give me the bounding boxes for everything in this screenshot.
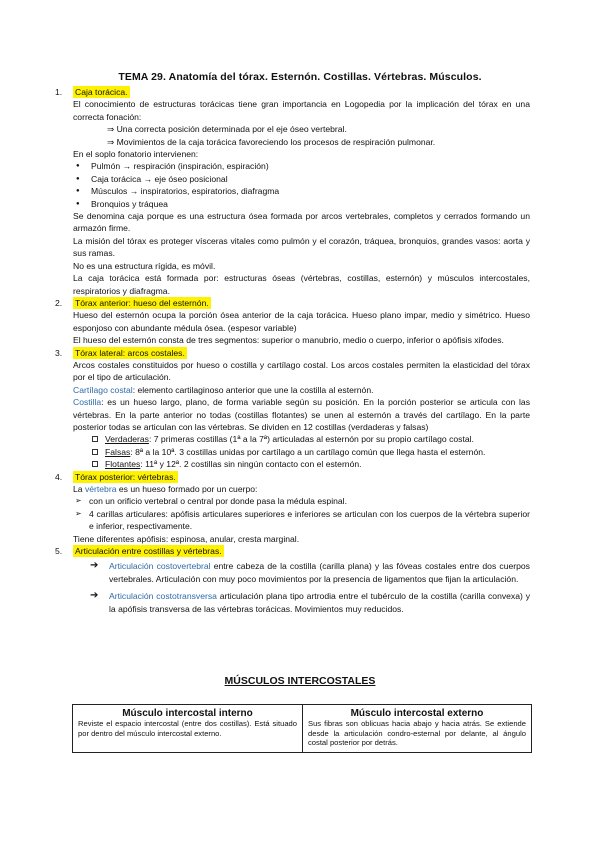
term-costilla: Costilla bbox=[73, 397, 102, 408]
document-body bbox=[55, 86, 530, 615]
definition: : 7 primeras costillas (1ª a la 7ª) articuladas al esternón por su propio cartílago costal. bbox=[148, 434, 474, 445]
section-title: Tórax anterior: hueso del esternón. bbox=[75, 297, 209, 308]
column-heading: Músculo intercostal interno bbox=[122, 708, 253, 719]
table-column-externo bbox=[302, 705, 531, 752]
arrowhead-icon: ➢ bbox=[75, 496, 82, 506]
paragraph: Hueso del esternón ocupa la porción ósea anterior de la caja torácica. Hueso plano impar, medio y simétrico. Hueso esponjoso con abundante médula ósea. (espesor variable) bbox=[73, 310, 530, 333]
paragraph-cartilago bbox=[55, 384, 530, 396]
paragraph: Se denomina caja porque es una estructura ósea formada por arcos vertebrales, completos y cerrados formando un armazón firme. bbox=[73, 211, 530, 234]
checkbox-square-icon bbox=[92, 449, 98, 455]
bullet-item: ● Músculos → inspiratorios, espiratorios, diafragma bbox=[55, 185, 530, 197]
term-flotantes: Flotantes bbox=[105, 459, 141, 470]
definition: : 11ª y 12ª. 2 costillas sin ningún contacto con el esternón. bbox=[140, 459, 362, 470]
text: es un hueso formado por un cuerpo: bbox=[116, 484, 258, 494]
text: La bbox=[73, 484, 85, 494]
paragraph: Tiene diferentes apófisis: espinosa, anular, cresta marginal. bbox=[73, 533, 300, 544]
text: 4 carillas articulares: apófisis articulares superiores e inferiores se articulan con los cuerpos de la vértebra superior e inferior, respectivamente. bbox=[89, 508, 530, 532]
list-item-falsas bbox=[55, 446, 530, 458]
document-title: TEMA 29. Anatomía del tórax. Esternón. Costillas. Vértebras. Músculos. bbox=[118, 71, 482, 83]
term-falsas: Falsas bbox=[105, 446, 131, 457]
section-title: Articulación entre costillas y vértebras. bbox=[75, 546, 222, 557]
arrowhead-icon: ➢ bbox=[75, 508, 82, 518]
arrow-item bbox=[55, 508, 530, 533]
text: con un orificio vertebral o central por donde pasa la médula espinal. bbox=[89, 496, 347, 507]
paragraph: El hueso del esternón consta de tres segmentos: superior o manubrio, medio o cuerpo, inferior o apófisis xifodes. bbox=[73, 335, 504, 346]
muscles-table bbox=[72, 704, 532, 753]
arrow-right-icon: ➔ bbox=[90, 560, 99, 572]
section-title: Tórax lateral: arcos costales. bbox=[75, 347, 185, 358]
definition: articulación plana tipo artrodia entre el tubérculo de la costilla (carilla convexa) y la apófisis transversa de las vértebras torácicas. Movimientos muy reducidos. bbox=[109, 591, 531, 614]
paragraph: En el soplo fonatorio intervienen: bbox=[73, 149, 199, 160]
column-text: Sus fibras son oblicuas hacia abajo y hacia atrás. Se extiende desde la articulación condro-esternal por delante, al ángulo costal posterior por detrás. bbox=[308, 719, 526, 748]
definition: : es un hueso largo, plano, de forma variable según su posición. En la porción posterior se articula con las vértebras. En la parte anterior no todas (costillas flotantes) se unen al esternón a través del cartílago. En la parte posterior todas se articulan con las vértebras. Se dividen en 12 costillas (verdaderas y falsas) bbox=[73, 397, 530, 432]
arrow-item: ⇒ Una correcta posición determinada por el eje óseo vertebral. bbox=[107, 124, 347, 135]
term-vertebra: vértebra bbox=[84, 484, 117, 494]
section-number: 3. bbox=[55, 347, 63, 358]
column-heading: Músculo intercostal externo bbox=[350, 708, 484, 719]
arrow-item bbox=[55, 495, 530, 507]
section-heading bbox=[55, 545, 530, 557]
paragraph: Arcos costales constituidos por hueso o costilla y cartílago costal. Los arcos costales permiten la elasticidad del tórax por el tipo de articulación. bbox=[73, 359, 530, 383]
arrow-right-icon: ➔ bbox=[90, 590, 99, 602]
section-heading bbox=[55, 86, 530, 98]
muscles-title: MÚSCULOS INTERCOSTALES bbox=[224, 675, 376, 687]
section-heading bbox=[55, 297, 530, 309]
arrow-item bbox=[55, 560, 530, 585]
definition: : 8ª a la 10ª. 3 costillas unidas por cartílago a un cartílago común que llega hasta el esternón. bbox=[130, 446, 486, 457]
arrow-item: ⇒ Movimientos de la caja torácica favoreciendo los procesos de respiración pulmonar. bbox=[107, 136, 436, 147]
bullet-item: ● Caja torácica → eje óseo posicional bbox=[55, 173, 530, 185]
paragraph: No es una estructura rígida, es móvil. bbox=[73, 260, 216, 271]
section-articulacion bbox=[55, 545, 530, 615]
section-heading bbox=[55, 347, 530, 359]
paragraph: El conocimiento de estructuras torácicas tiene gran importancia en Logopedia por la implicación del tórax en una correcta fonación: bbox=[73, 99, 530, 122]
section-heading bbox=[55, 471, 530, 483]
section-title: Tórax posterior: vértebras. bbox=[75, 471, 176, 482]
list-item-flotantes bbox=[55, 458, 530, 470]
term-verdaderas: Verdaderas bbox=[105, 434, 149, 445]
bullet-item: ● Bronquios y tráquea bbox=[55, 198, 530, 210]
section-number: 1. bbox=[55, 87, 63, 97]
definition: : elemento cartilaginoso anterior que une la costilla al esternón. bbox=[132, 384, 374, 395]
paragraph bbox=[55, 483, 530, 495]
bullet-item: ● Pulmón → respiración (inspiración, espiración) bbox=[55, 160, 530, 172]
checkbox-square-icon bbox=[92, 461, 98, 467]
definition: entre cabeza de la costilla (carilla plana) y las fóveas costales entre dos cuerpos vertebrales. Articulación con muy poco movimientos por la presencia de ligamentos que fijan la articulación. bbox=[109, 561, 530, 584]
column-text: Reviste el espacio intercostal (entre dos costillas). Está situado por dentro del músculo intercostal externo. bbox=[78, 719, 297, 738]
arrow-item bbox=[55, 590, 530, 615]
checkbox-square-icon bbox=[92, 436, 98, 442]
paragraph-costilla bbox=[55, 396, 530, 433]
term-cartilago-costal: Cartílago costal bbox=[73, 384, 133, 395]
table-column-interno bbox=[73, 705, 302, 752]
paragraph: La misión del tórax es proteger vísceras vitales como pulmón y el corazón, tráquea, bronquios, grandes vasos: aorta y sus ramas. bbox=[73, 235, 530, 259]
section-number: 5. bbox=[55, 546, 63, 557]
section-title: Caja torácica. bbox=[75, 87, 128, 97]
term-costotransversa: Articulación costotransversa bbox=[109, 591, 217, 602]
term-costovertebral: Articulación costovertebral bbox=[109, 561, 211, 572]
section-torax-lateral bbox=[55, 347, 530, 471]
paragraph: La caja torácica está formada por: estructuras óseas (vértebras, costillas, esternón) y músculos intercostales, respiratorios y diafragma. bbox=[73, 273, 530, 296]
section-torax-posterior bbox=[55, 471, 530, 545]
section-torax-anterior bbox=[55, 297, 530, 347]
list-item-verdaderas bbox=[55, 433, 530, 445]
section-caja-toracica bbox=[55, 86, 530, 297]
section-number: 4. bbox=[55, 471, 63, 482]
section-number: 2. bbox=[55, 297, 63, 308]
